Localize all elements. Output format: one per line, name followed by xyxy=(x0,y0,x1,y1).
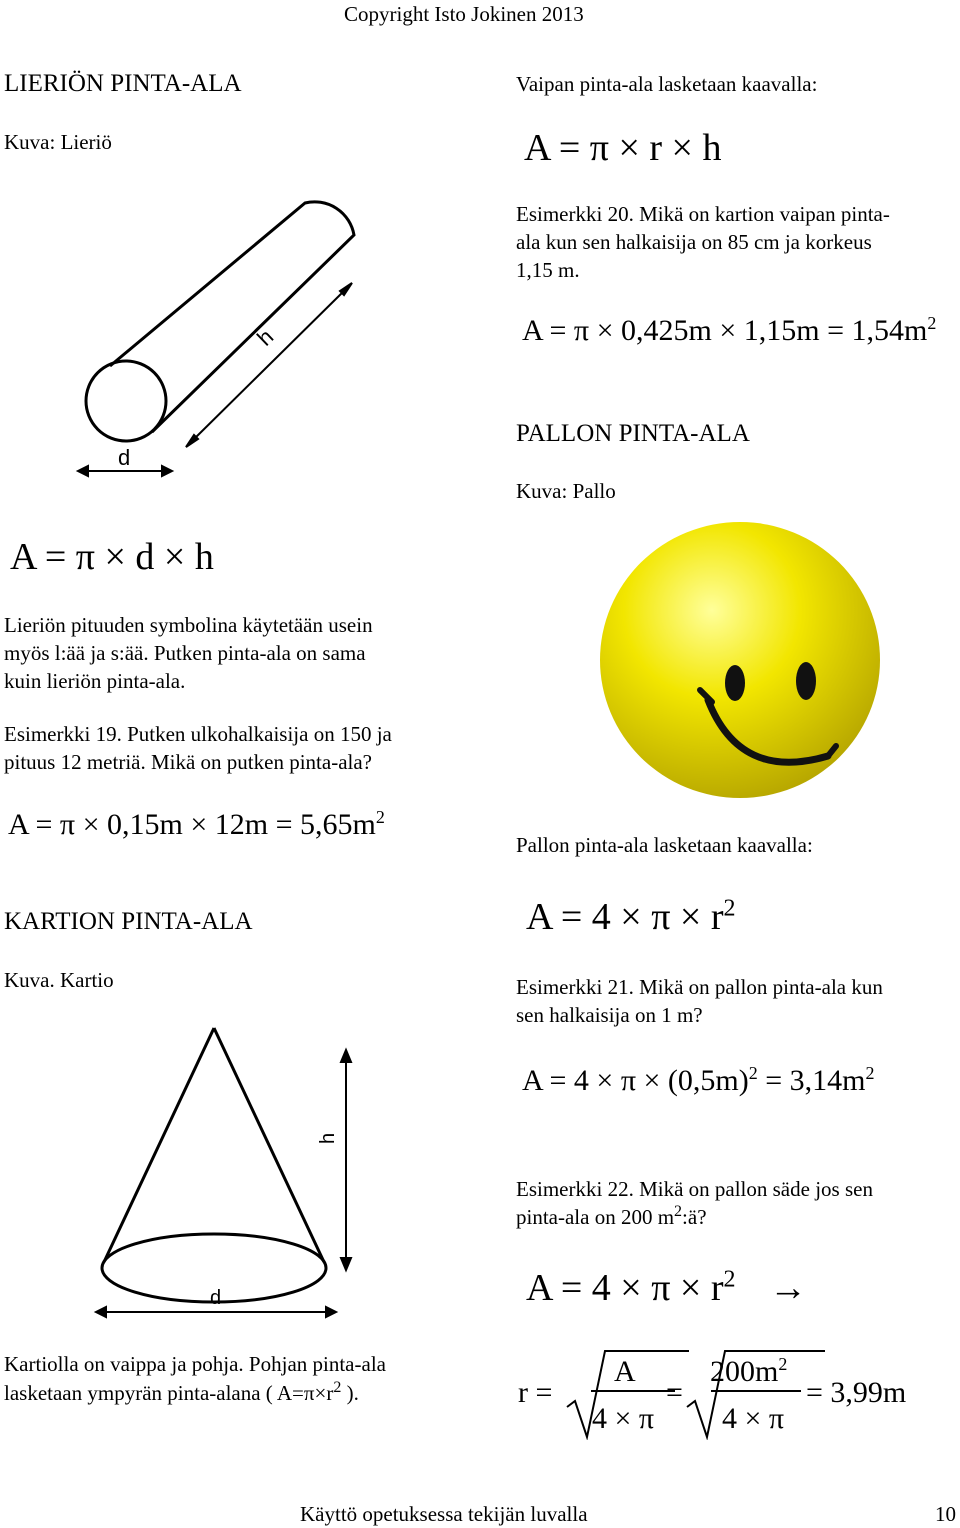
footer-license: Käyttö opetuksessa tekijän luvalla xyxy=(300,1502,588,1526)
cone-text-2: lasketaan ympyrän pinta-alana ( $A=\pi\times r^2$ ). xyxy=(4,1379,359,1405)
radius-result: = 3,99m xyxy=(806,1376,907,1409)
cylinder-text-2: myös l:ää ja s:ää. Putken pinta-ala on sama xyxy=(4,641,366,665)
cone-text-1: Kartiolla on vaippa ja pohja. Pohjan pinta-ala xyxy=(4,1352,386,1376)
ball-body xyxy=(600,522,880,798)
cylinder-text-3: kuin lieriön pinta-ala. xyxy=(4,669,186,693)
cylinder-d-label: d xyxy=(118,445,131,470)
cone-right-edge xyxy=(214,1028,324,1262)
example22-line-1: Esimerkki 22. Mikä on pallon säde jos sen xyxy=(516,1177,873,1201)
ball-left-eye xyxy=(725,665,745,701)
cone-title: KARTION PINTA-ALA xyxy=(4,908,253,935)
sphere-formula: $A = 4 \times \pi \times r^2$ xyxy=(526,895,736,938)
radius-den2: 4 × π xyxy=(722,1402,785,1435)
cone-d-label: d xyxy=(210,1287,222,1309)
cone-caption: Kuva. Kartio xyxy=(4,968,114,992)
radius-den1: 4 × π xyxy=(592,1402,655,1435)
copyright-header: Copyright Isto Jokinen 2013 xyxy=(344,2,584,26)
ball-right-eye xyxy=(796,662,816,700)
example20-line-2: ala kun sen halkaisija on 85 cm ja korkeus xyxy=(516,230,872,254)
example19-line-2: pituus 12 metriä. Mikä on putken pinta-ala? xyxy=(4,750,372,774)
cylinder-figure xyxy=(70,175,370,495)
example21-line-1: Esimerkki 21. Mikä on pallon pinta-ala kun xyxy=(516,975,883,999)
sphere-caption: Kuva: Pallo xyxy=(516,479,616,503)
example20-formula: $A = \pi \times 0,425m \times 1,15m = 1,54m^2$ xyxy=(522,313,937,347)
mantle-intro: Vaipan pinta-ala lasketaan kaavalla: xyxy=(516,72,818,96)
sphere-title: PALLON PINTA-ALA xyxy=(516,420,750,447)
example19-formula: $A = \pi \times 0,15m \times 12m = 5,65m^2$ xyxy=(8,807,385,841)
cylinder-title: LIERIÖN PINTA-ALA xyxy=(4,70,242,97)
example21-line-2: sen halkaisija on 1 m? xyxy=(516,1003,703,1027)
example19-line-1: Esimerkki 19. Putken ulkohalkaisija on 150 ja xyxy=(4,722,392,746)
sphere-intro: Pallon pinta-ala lasketaan kaavalla: xyxy=(516,833,813,857)
page-number: 10 xyxy=(935,1502,956,1526)
cylinder-h-label: h xyxy=(252,324,279,351)
example22-line-2: pinta-ala on 200 $m^2:ä$? xyxy=(516,1203,707,1229)
radius-eq: = xyxy=(666,1376,683,1409)
right-arrow-icon: → xyxy=(768,1267,807,1309)
radius-r: r = xyxy=(518,1376,553,1409)
example20-line-1: Esimerkki 20. Mikä on kartion vaipan pinta- xyxy=(516,202,890,226)
cylinder-formula: A = π × d × h xyxy=(10,536,214,578)
cone-h-label: h xyxy=(317,1132,339,1144)
cone-figure xyxy=(90,1020,360,1320)
cylinder-caption: Kuva: Lieriö xyxy=(4,130,112,154)
cylinder-text-1: Lieriön pituuden symbolina käytetään usein xyxy=(4,613,373,637)
cone-left-edge xyxy=(104,1028,214,1262)
example20-line-3: 1,15 m. xyxy=(516,258,580,282)
example21-formula: $A = 4 \times \pi \times (0,5m)^2 = 3,14m^2$ xyxy=(522,1063,875,1097)
mantle-formula: A = π × r × h xyxy=(524,127,722,169)
example22-formula: $A = 4 \times \pi \times r^2$ → xyxy=(526,1266,807,1309)
smiley-ball-image xyxy=(590,520,890,805)
radius-num2: $200m^2$ xyxy=(710,1354,788,1388)
radius-num1: A xyxy=(614,1355,636,1388)
